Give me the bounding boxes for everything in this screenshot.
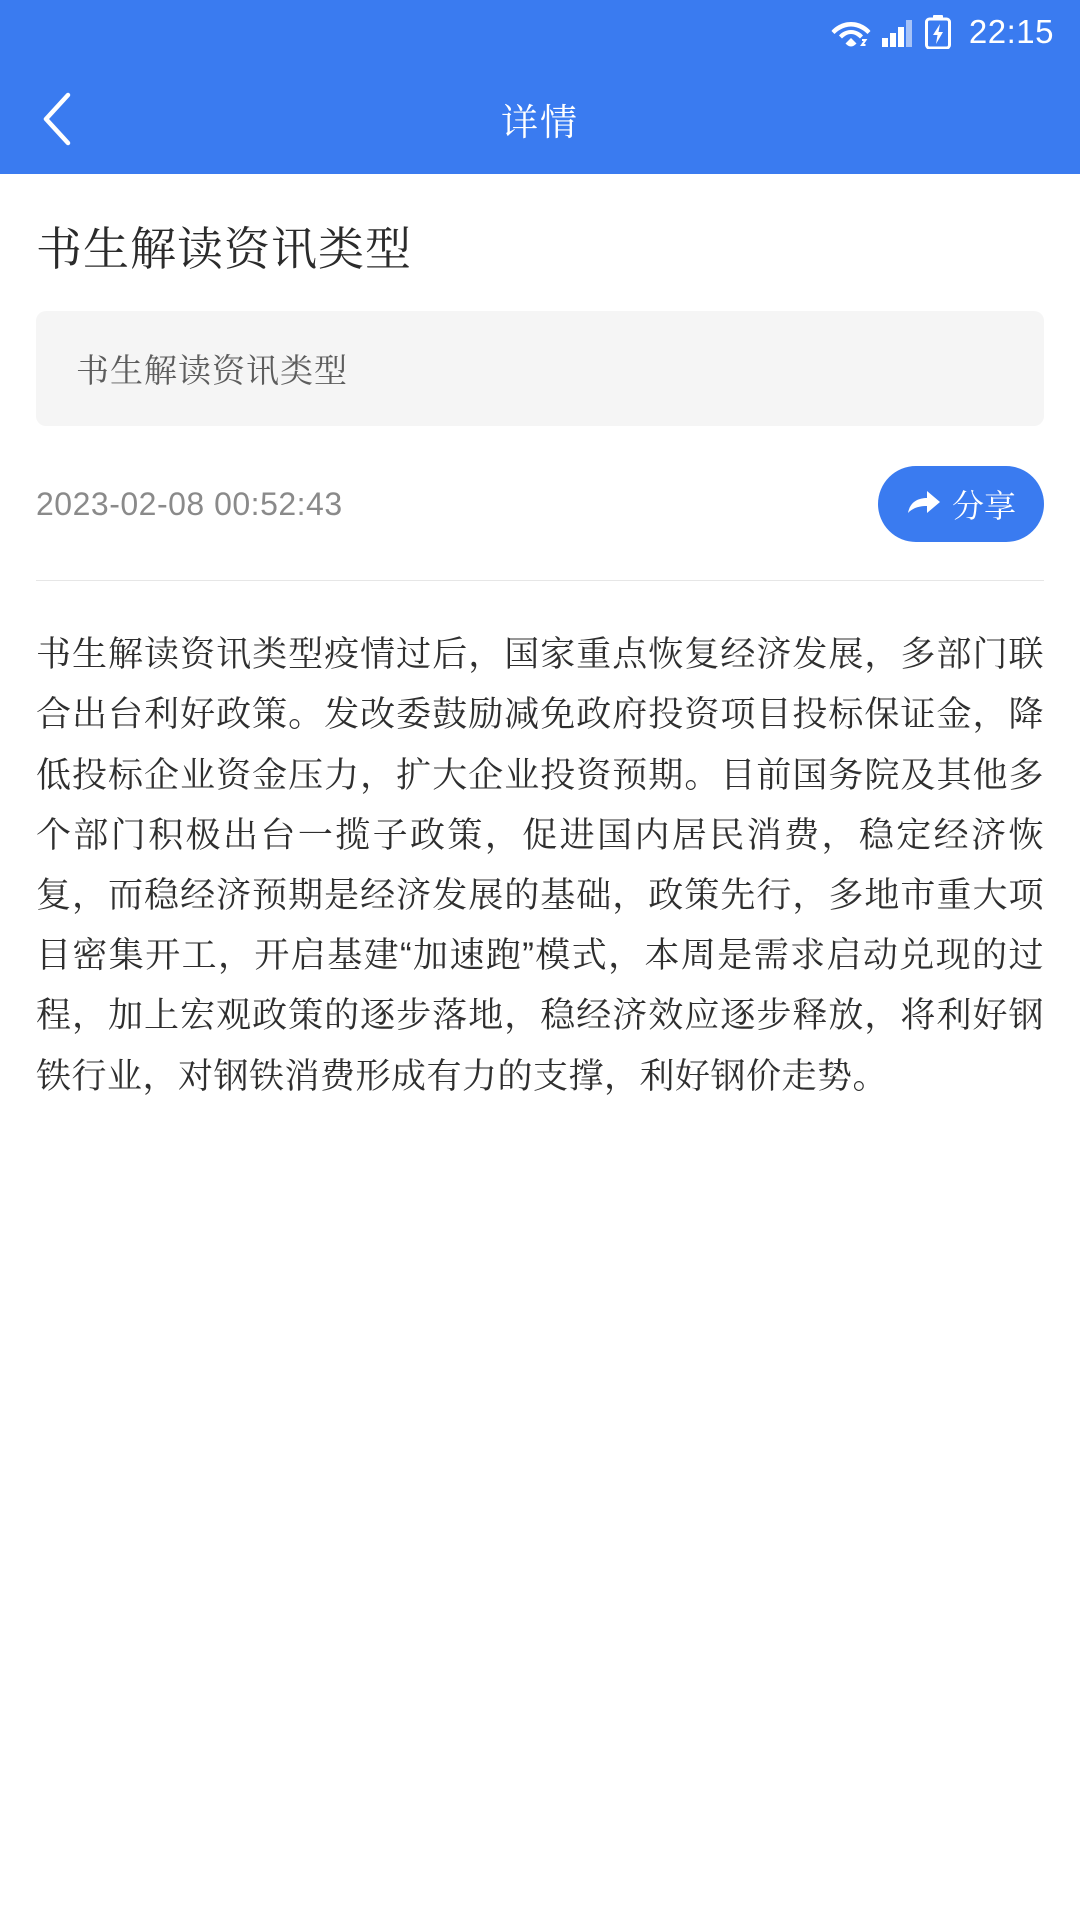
article-date: 2023-02-08 00:52:43 xyxy=(36,485,343,522)
status-icons xyxy=(831,13,1054,51)
article-summary: 书生解读资讯类型 xyxy=(36,311,1044,426)
article-content xyxy=(0,174,1080,1107)
article-body: 书生解读资讯类型疫情过后，国家重点恢复经济发展，多部门联合出台利好政策。发改委鼓励减免政府投资项目投标保证金，降低投标企业资金压力，扩大企业投资预期。目前国务院及其他多个部门积极出台一揽子政策，促进国内居民消费，稳定经济恢复，而稳经济预期是经济发展的基础，政策先行，多地市重大项目密集开工，开启基建“加速跑”模式，本周是需求启动兑现的过程，加上宏观政策的逐步落地，稳经济效应逐步释放，将利好钢铁行业，对钢铁消费形成有力的支撑，利好钢价走势。 xyxy=(36,635,1044,1096)
wifi-icon xyxy=(831,16,871,48)
article-meta-row xyxy=(36,426,1044,580)
status-time: 22:15 xyxy=(968,13,1054,50)
battery-charging-icon xyxy=(925,15,951,49)
chevron-left-icon xyxy=(40,91,74,147)
article-title: 书生解读资讯类型 xyxy=(36,223,412,275)
signal-icon xyxy=(881,16,915,48)
share-button[interactable] xyxy=(878,466,1044,542)
status-bar xyxy=(0,0,1080,64)
page-title: 详情 xyxy=(501,102,579,143)
back-button[interactable] xyxy=(22,84,92,154)
share-arrow-icon xyxy=(906,489,942,519)
app-bar xyxy=(0,64,1080,174)
share-button-label: 分享 xyxy=(951,488,1016,525)
